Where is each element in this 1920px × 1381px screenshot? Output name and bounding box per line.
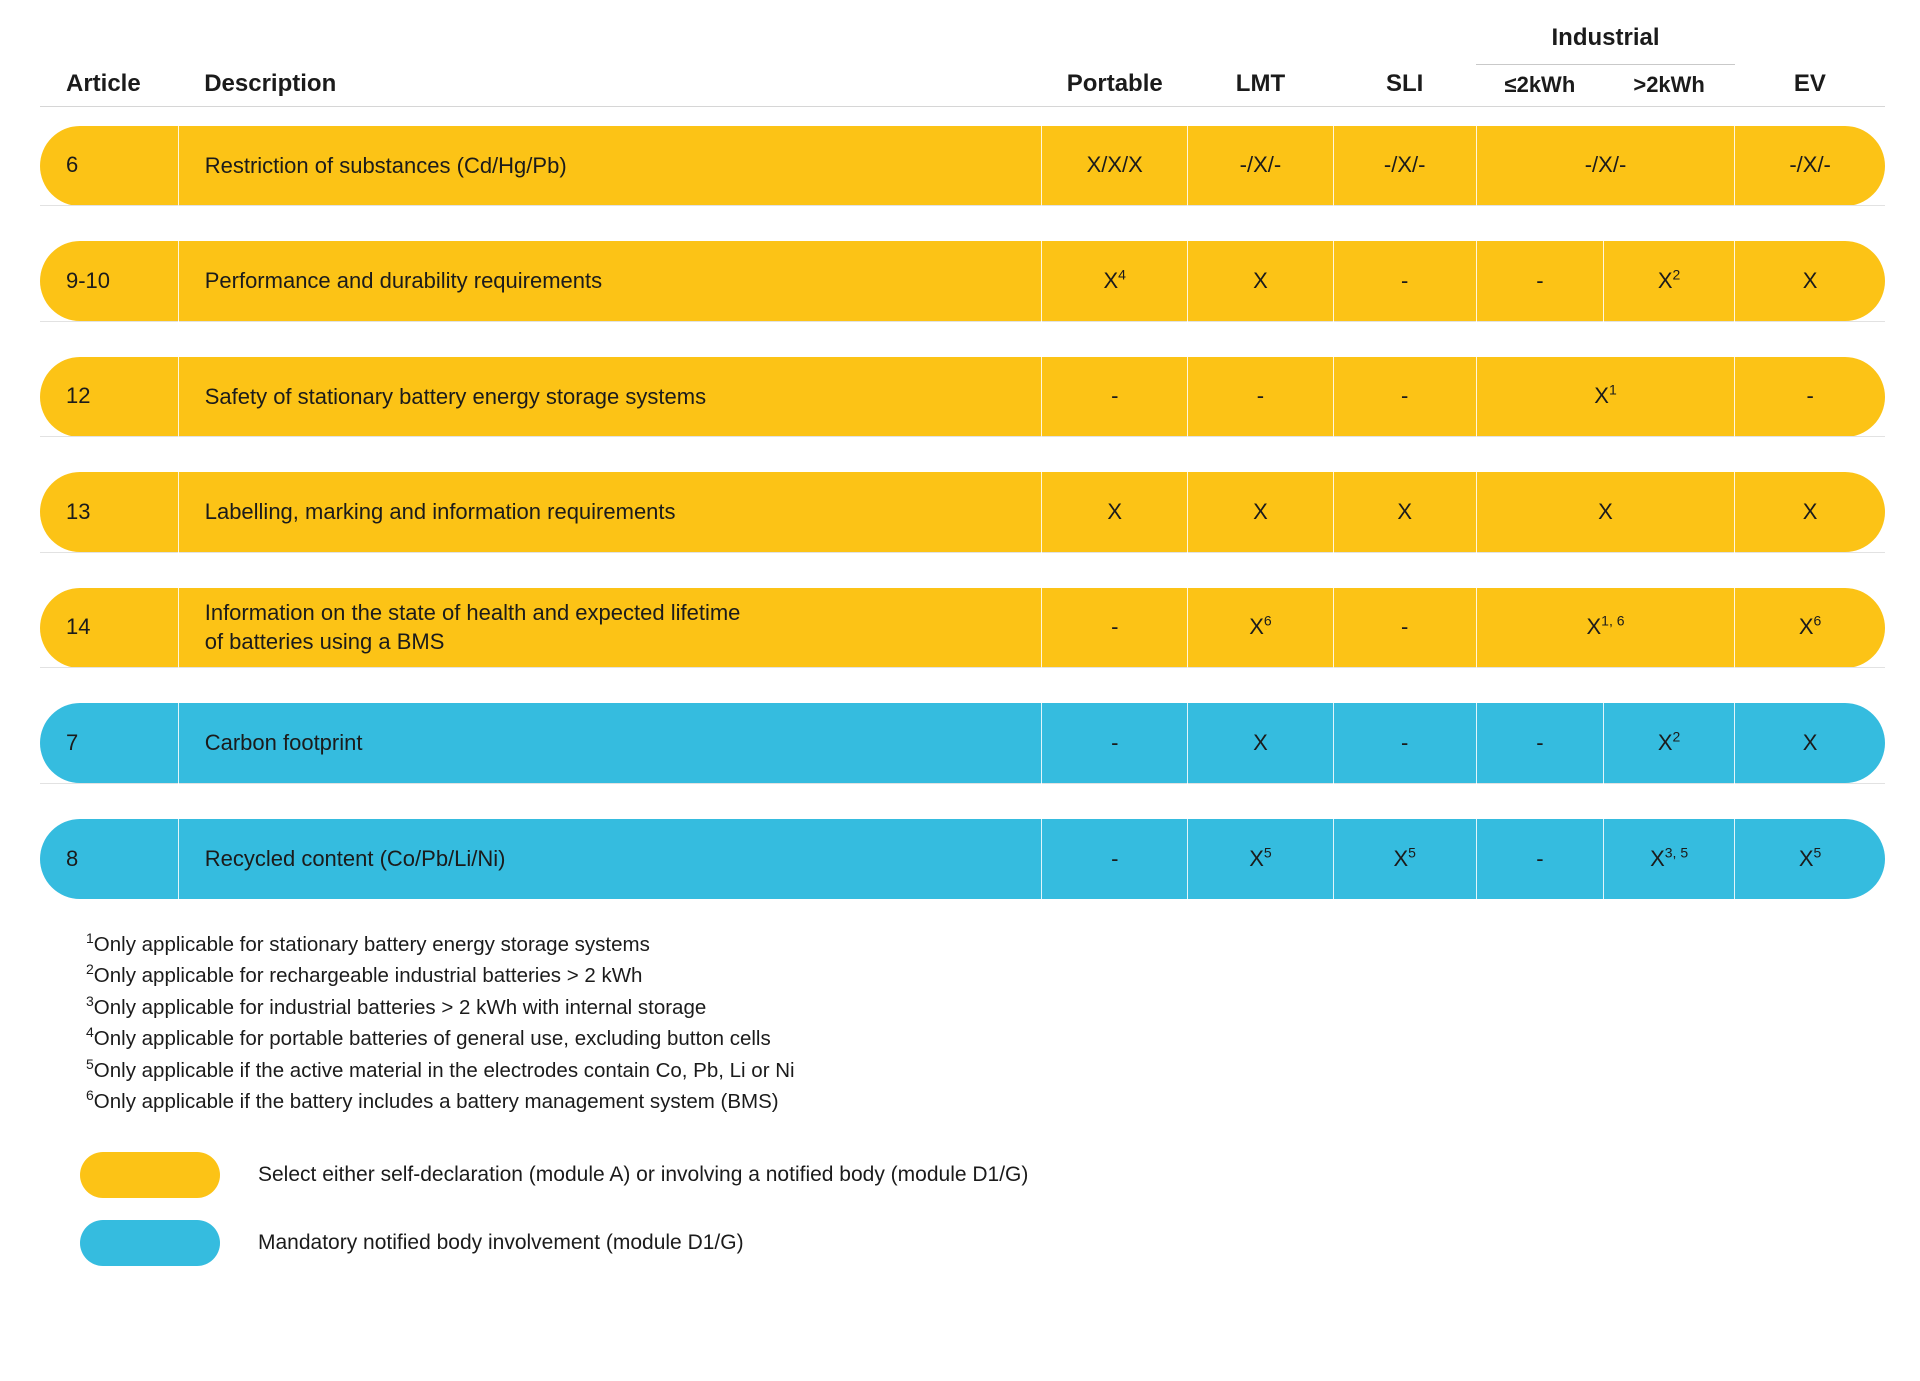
cell-value: X	[1657, 267, 1673, 293]
cell-footnote-marker: 2	[1672, 728, 1681, 745]
row-spacer	[40, 685, 1885, 703]
footnote-marker: 6	[86, 1087, 94, 1104]
col-header-industrial-large: >2kWh	[1633, 71, 1705, 97]
cell-ev: X	[1735, 703, 1885, 783]
col-header-lmt: LMT	[1235, 69, 1286, 97]
cell-portable: X/X/X	[1042, 126, 1188, 206]
cell-footnote-marker: 4	[1118, 266, 1126, 283]
row-spacer	[40, 454, 1885, 472]
cell-lmt	[1188, 819, 1333, 899]
row-spacer	[40, 552, 1885, 570]
cell-sli: -	[1333, 357, 1476, 437]
col-header-industrial-group: Industrial	[1476, 18, 1734, 64]
cell-value: X	[1393, 845, 1409, 871]
cell-ev	[1735, 819, 1885, 899]
footnotes-block	[86, 929, 1880, 1118]
cell-sli: -	[1333, 588, 1476, 668]
table-row	[40, 819, 1885, 899]
row-spacer	[40, 801, 1885, 819]
footnote-text: Only applicable for industrial batteries > 2 kWh with internal storage	[93, 995, 707, 1019]
cell-description: Restriction of substances (Cd/Hg/Pb)	[178, 126, 1041, 206]
cell-footnote-marker: 6	[1263, 612, 1272, 629]
col-header-description: Description	[204, 69, 337, 97]
footnote-item	[86, 960, 1880, 992]
cell-portable: -	[1042, 703, 1188, 783]
cell-footnote-marker: 1	[1608, 381, 1617, 398]
cell-sli: -	[1333, 703, 1476, 783]
table-row	[40, 588, 1885, 668]
cell-article: 8	[40, 819, 178, 899]
row-spacer	[40, 206, 1885, 224]
cell-ev: X	[1735, 472, 1885, 552]
footnote-marker: 1	[86, 929, 94, 946]
cell-article: 7	[40, 703, 178, 783]
cell-industrial	[1476, 588, 1734, 668]
footnote-text: Only applicable for stationary battery energy storage systems	[93, 932, 650, 956]
cell-footnote-marker: 5	[1263, 844, 1272, 861]
cell-description: Labelling, marking and information requirements	[178, 472, 1041, 552]
cell-portable: X	[1042, 472, 1188, 552]
table-row	[40, 126, 1885, 206]
legend-swatch-blue	[80, 1220, 220, 1266]
cell-description: Carbon footprint	[178, 703, 1041, 783]
cell-description: Recycled content (Co/Pb/Li/Ni)	[178, 819, 1041, 899]
cell-sli: -/X/-	[1333, 126, 1476, 206]
cell-sli	[1333, 819, 1476, 899]
row-spacer	[40, 321, 1885, 339]
legend-swatch-yellow	[80, 1152, 220, 1198]
cell-portable: -	[1042, 357, 1188, 437]
footnote-item	[86, 1055, 1880, 1087]
cell-industrial-large	[1604, 819, 1735, 899]
table-row	[40, 357, 1885, 437]
col-header-portable: Portable	[1066, 69, 1163, 97]
cell-industrial-small: -	[1476, 819, 1603, 899]
cell-article: 13	[40, 472, 178, 552]
table-row	[40, 472, 1885, 552]
cell-lmt: X	[1188, 472, 1333, 552]
legend-label: Select either self-declaration (module A) or involving a notified body (module D1/G)	[258, 1162, 1029, 1186]
footnote-text: Only applicable for portable batteries of general use, excluding button cells	[93, 1027, 771, 1051]
cell-footnote-marker: 6	[1813, 612, 1822, 629]
cell-value: X	[1798, 845, 1814, 871]
row-spacer	[40, 570, 1885, 588]
cell-ev: X	[1735, 241, 1885, 321]
cell-value: X	[1650, 845, 1665, 871]
row-spacer	[40, 668, 1885, 686]
footnote-text: Only applicable if the active material in the electrodes contain Co, Pb, Li or Ni	[93, 1058, 795, 1082]
legend-block	[80, 1152, 1880, 1266]
row-spacer	[40, 437, 1885, 455]
cell-footnote-marker: 3, 5	[1664, 844, 1689, 861]
cell-lmt: X	[1188, 241, 1333, 321]
cell-ev: -/X/-	[1735, 126, 1885, 206]
cell-value: X	[1657, 729, 1673, 755]
cell-sli: X	[1333, 472, 1476, 552]
footnote-item	[86, 929, 1880, 961]
cell-footnote-marker: 5	[1408, 844, 1416, 861]
cell-description-line2: of batteries using a BMS	[204, 629, 445, 655]
cell-article: 14	[40, 588, 178, 668]
legend-item	[80, 1152, 1880, 1198]
cell-article: 6	[40, 126, 178, 206]
cell-value: X	[1798, 614, 1814, 640]
cell-industrial: X	[1476, 472, 1734, 552]
cell-description	[178, 588, 1041, 668]
col-header-sli: SLI	[1386, 69, 1424, 97]
footnote-text: Only applicable for rechargeable industrial batteries > 2 kWh	[93, 964, 643, 988]
row-spacer	[40, 223, 1885, 241]
cell-portable	[1042, 241, 1188, 321]
cell-industrial	[1476, 357, 1734, 437]
cell-lmt: -/X/-	[1188, 126, 1333, 206]
cell-footnote-marker: 5	[1813, 844, 1822, 861]
cell-description: Safety of stationary battery energy storage systems	[178, 357, 1041, 437]
col-header-article: Article	[66, 69, 141, 97]
cell-sli: -	[1333, 241, 1476, 321]
col-header-ev: EV	[1793, 69, 1826, 97]
cell-description-line1: Information on the state of health and expected lifetime	[204, 600, 741, 626]
cell-industrial-large	[1604, 703, 1735, 783]
table-body	[40, 108, 1885, 899]
cell-article: 9-10	[40, 241, 178, 321]
cell-footnote-marker: 2	[1672, 266, 1681, 283]
table-header	[40, 18, 1885, 108]
cell-description: Performance and durability requirements	[178, 241, 1041, 321]
footnote-item	[86, 1023, 1880, 1055]
col-header-industrial-small: ≤2kWh	[1504, 71, 1576, 97]
footnote-marker: 4	[86, 1024, 94, 1041]
table-row	[40, 703, 1885, 783]
requirements-matrix-table	[40, 18, 1885, 899]
cell-lmt: -	[1188, 357, 1333, 437]
cell-lmt	[1188, 588, 1333, 668]
cell-article: 12	[40, 357, 178, 437]
cell-value: X	[1586, 614, 1602, 640]
footnote-marker: 5	[86, 1055, 94, 1072]
footnote-item	[86, 1086, 1880, 1118]
row-spacer	[40, 108, 1885, 126]
cell-industrial-small: -	[1476, 241, 1603, 321]
footnote-marker: 2	[86, 961, 94, 978]
cell-value: X	[1594, 383, 1609, 409]
table-row	[40, 241, 1885, 321]
footnote-text: Only applicable if the battery includes a battery management system (BMS)	[93, 1090, 779, 1114]
cell-value: X	[1103, 267, 1119, 293]
cell-portable: -	[1042, 588, 1188, 668]
cell-value: X	[1249, 614, 1264, 640]
legend-item	[80, 1220, 1880, 1266]
footnote-item	[86, 992, 1880, 1024]
legend-label: Mandatory notified body involvement (module D1/G)	[258, 1230, 744, 1254]
cell-ev: -	[1735, 357, 1885, 437]
cell-ev	[1735, 588, 1885, 668]
cell-industrial: -/X/-	[1476, 126, 1734, 206]
cell-lmt: X	[1188, 703, 1333, 783]
cell-portable: -	[1042, 819, 1188, 899]
row-spacer	[40, 339, 1885, 357]
cell-industrial-small: -	[1476, 703, 1603, 783]
cell-footnote-marker: 1, 6	[1601, 612, 1625, 629]
footnote-marker: 3	[86, 992, 94, 1009]
header-row-top	[40, 18, 1885, 64]
row-spacer	[40, 783, 1885, 801]
cell-industrial-large	[1604, 241, 1735, 321]
cell-value: X	[1249, 845, 1264, 871]
